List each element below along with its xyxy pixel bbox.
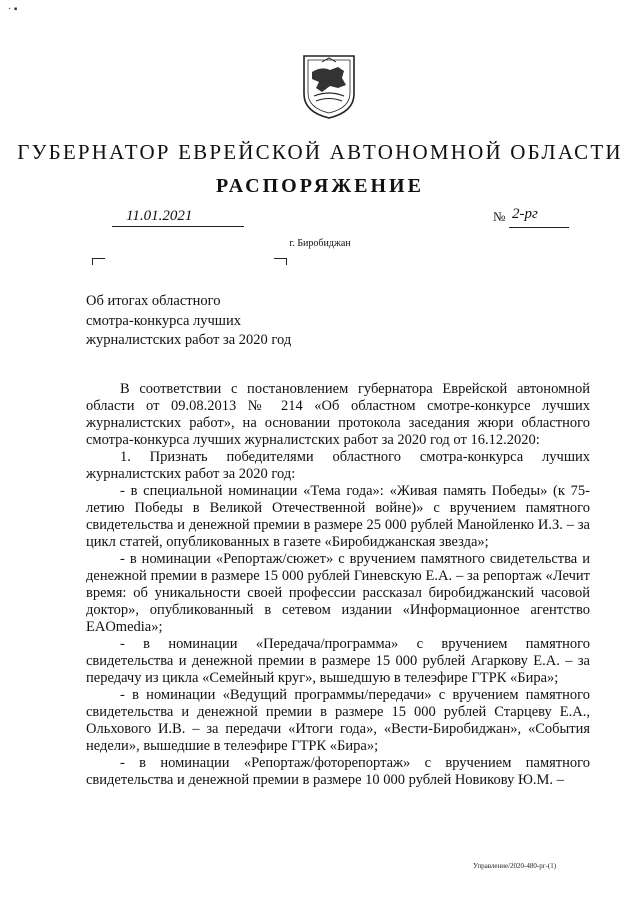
document-date: 11.01.2021 — [126, 208, 193, 224]
number-underline — [509, 227, 569, 228]
subject-corner-right — [274, 258, 287, 265]
award-item: - в номинации «Ведущий программы/передачи» с вручением памятного свидетельства и денежной премии в размере 15 000 рублей Старцеву Е.А., Ольхового И.В. – за передачи «Итоги года», «Вести-Биробиджан», «События недели», вышедшие в телеэфире ГТРК «Бира»; — [86, 687, 590, 754]
document-subject — [86, 292, 291, 351]
award-item: - в номинации «Передача/программа» с вручением памятного свидетельства и денежной премии в размере 15 000 рублей Агаркову Е.А. – за передачу из цикла «Семейный круг», вышедшую в телеэфире ГТРК «Бира»; — [86, 636, 590, 686]
award-item: - в специальной номинации «Тема года»: «Живая память Победы» (к 75-летию Победы в Великой Отечественной войне)» с вручением памятного свидетельства и денежной премии в размере 25 000 рублей Манойленко И.З. – за цикл статей, опубликованных в газете «Биробиджанская звезда»; — [86, 483, 590, 550]
subject-corner-left — [92, 258, 105, 265]
date-underline — [112, 226, 244, 227]
document-body — [86, 381, 590, 789]
preamble-paragraph: В соответствии с постановлением губернатора Еврейской автономной области от 09.08.2013 № 214 «Об областном смотре-конкурсе лучших журналистских работ», на основании протокола заседания жюри областного смотра-конкурса лучших журналистских работ за 2020 год от 16.12.2020: — [86, 381, 590, 448]
footer-reference: Управление/2020-480-рг-(1) — [473, 862, 557, 870]
award-item: - в номинации «Репортаж/сюжет» с вручением памятного свидетельства и денежной премии в размере 15 000 рублей Гиневскую Е.А. – за репортаж «Лечит время: об уникальности своей профессии рассказал биробиджанский часовой доктор», опубликованный в сетевом издании «Информационное агентство EAOmedia»; — [86, 551, 590, 635]
document-number: 2-рг — [512, 206, 538, 222]
decision-item: 1. Признать победителями областного смотра-конкурса лучших журналистских работ за 2020 год: — [86, 449, 590, 482]
document-type: РАСПОРЯЖЕНИЕ — [216, 175, 424, 197]
coat-of-arms-icon — [300, 52, 358, 120]
award-item: - в номинации «Репортаж/фоторепортаж» с вручением памятного свидетельства и денежной премии в размере 10 000 рублей Новикову Ю.М. – — [86, 755, 590, 788]
governor-title: ГУБЕРНАТОР ЕВРЕЙСКОЙ АВТОНОМНОЙ ОБЛАСТИ — [17, 140, 623, 164]
number-label: № — [493, 209, 506, 224]
city-line: г. Биробиджан — [289, 238, 351, 249]
scan-specks: · ▪ — [8, 4, 18, 15]
subject-line: журналистских работ за 2020 год — [86, 332, 292, 348]
subject-line: смотра-конкурса лучших — [86, 312, 241, 329]
subject-line: Об итогах областного — [86, 293, 221, 309]
